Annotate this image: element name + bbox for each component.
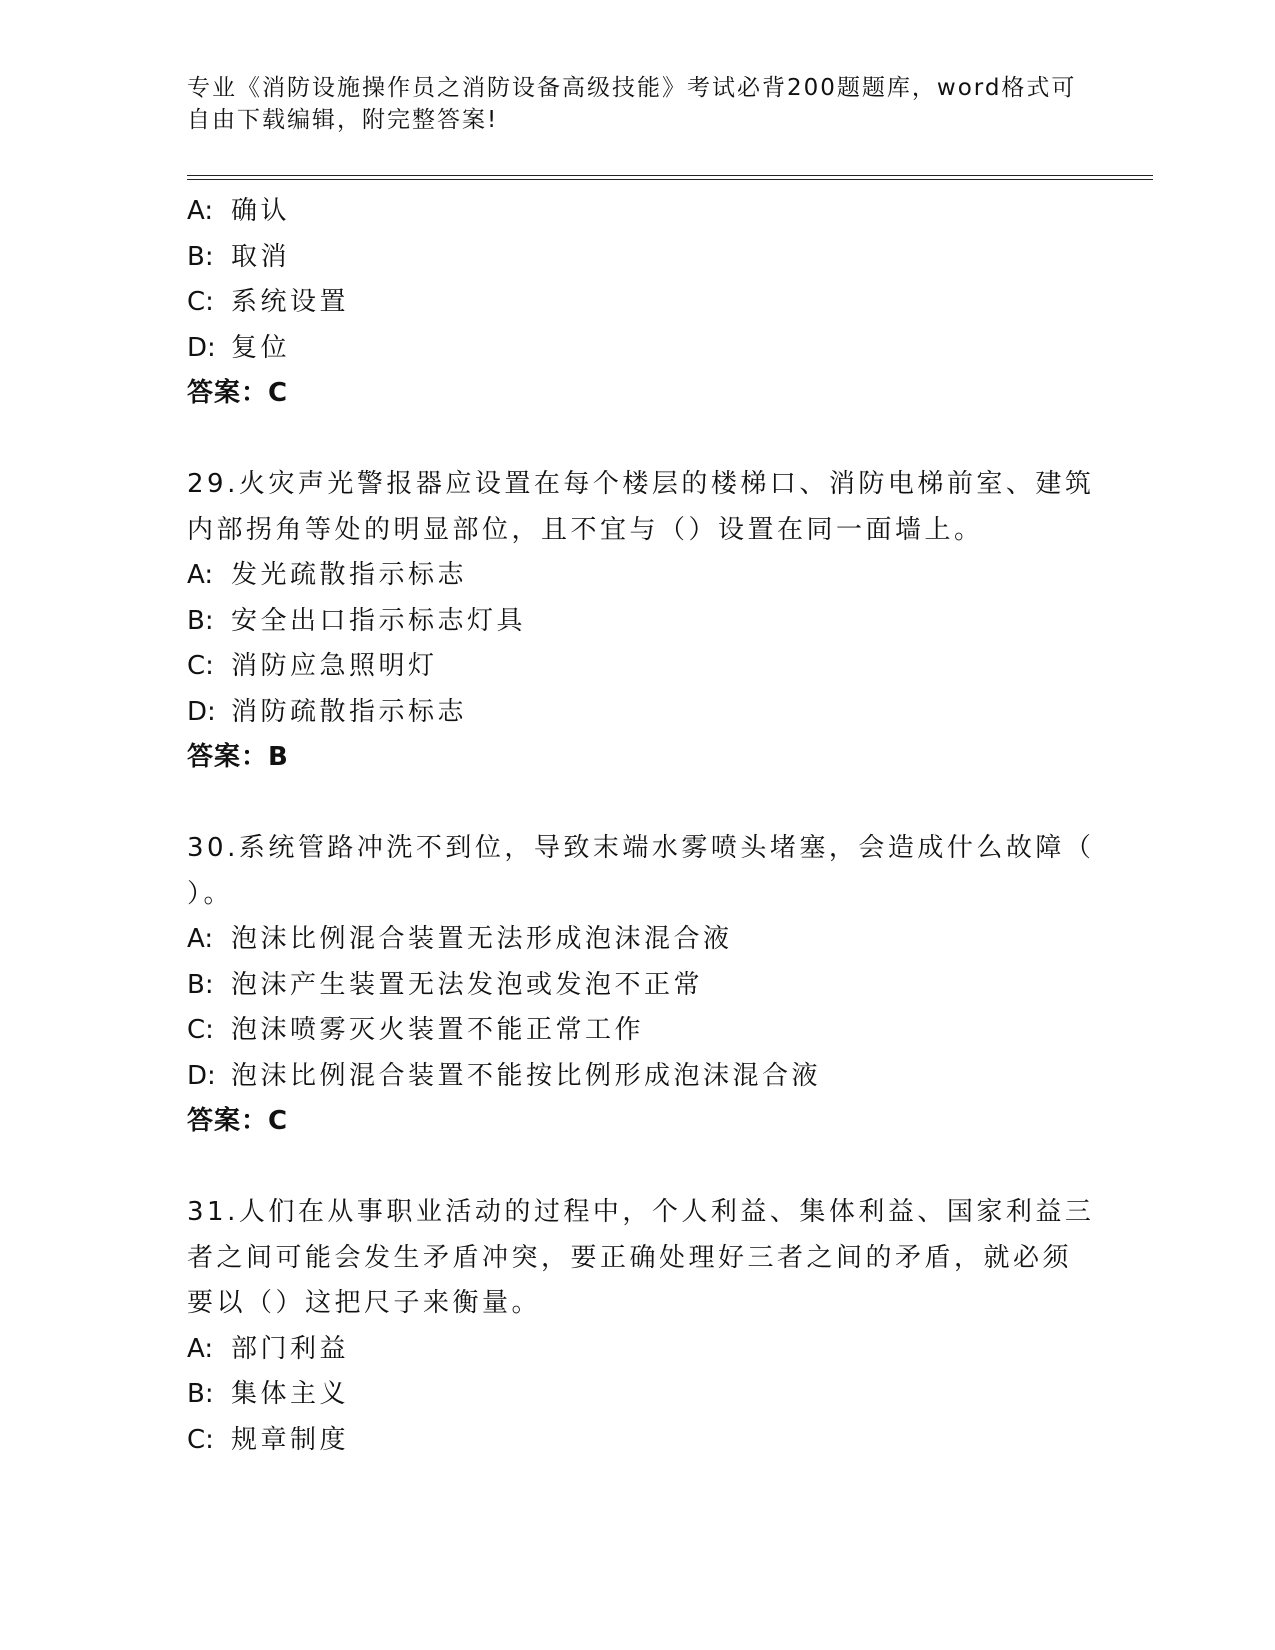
question-29 bbox=[187, 462, 1095, 781]
question-stem: 29.火灾声光警报器应设置在每个楼层的楼梯口、消防电梯前室、建筑 bbox=[187, 469, 1095, 499]
option-b: B: 安全出口指示标志灯具 bbox=[187, 605, 527, 636]
spacer bbox=[187, 1145, 1087, 1191]
header-divider bbox=[187, 175, 1153, 180]
question-30 bbox=[187, 826, 1095, 1145]
option-c: C: 规章制度 bbox=[187, 1424, 350, 1455]
question-28 bbox=[187, 189, 1087, 417]
question-stem: 者之间可能会发生矛盾冲突，要正确处理好三者之间的矛盾，就必须 bbox=[187, 1242, 1073, 1273]
question-list bbox=[187, 189, 1095, 1463]
header-line-2: 自由下载编辑，附完整答案! bbox=[187, 107, 499, 133]
option-c: C: 消防应急照明灯 bbox=[187, 651, 438, 681]
option-b: B: 取消 bbox=[187, 241, 291, 272]
spacer bbox=[187, 781, 1087, 827]
question-stem: 30.系统管路冲洗不到位，导致末端水雾喷头堵塞，会造成什么故障（ bbox=[187, 833, 1095, 863]
answer: 答案：C bbox=[187, 378, 289, 408]
option-d: D: 消防疏散指示标志 bbox=[187, 696, 468, 727]
option-b: B: 泡沫产生装置无法发泡或发泡不正常 bbox=[187, 969, 704, 1000]
spacer bbox=[187, 417, 1087, 463]
option-d: D: 泡沫比例混合装置不能按比例形成泡沫混合液 bbox=[187, 1060, 822, 1091]
option-b: B: 集体主义 bbox=[187, 1379, 350, 1409]
answer: 答案：B bbox=[187, 742, 289, 772]
question-31 bbox=[187, 1190, 1095, 1463]
option-a: A: 部门利益 bbox=[187, 1333, 350, 1364]
option-c: C: 泡沫喷雾灭火装置不能正常工作 bbox=[187, 1015, 645, 1045]
question-stem: ）。 bbox=[187, 878, 234, 909]
option-a: A: 发光疏散指示标志 bbox=[187, 560, 468, 590]
option-a: A: 确认 bbox=[187, 196, 291, 226]
option-d: D: 复位 bbox=[187, 332, 291, 363]
answer: 答案：C bbox=[187, 1106, 289, 1136]
option-c: C: 系统设置 bbox=[187, 287, 350, 317]
document-header bbox=[187, 72, 1087, 136]
question-stem: 内部拐角等处的明显部位，且不宜与（）设置在同一面墙上。 bbox=[187, 514, 984, 545]
option-a: A: 泡沫比例混合装置无法形成泡沫混合液 bbox=[187, 924, 733, 954]
question-stem: 31.人们在从事职业活动的过程中，个人利益、集体利益、国家利益三 bbox=[187, 1197, 1095, 1227]
question-stem: 要以（）这把尺子来衡量。 bbox=[187, 1288, 542, 1318]
header-line-1: 专业《消防设施操作员之消防设备高级技能》考试必背200题题库，word格式可 bbox=[187, 75, 1077, 101]
